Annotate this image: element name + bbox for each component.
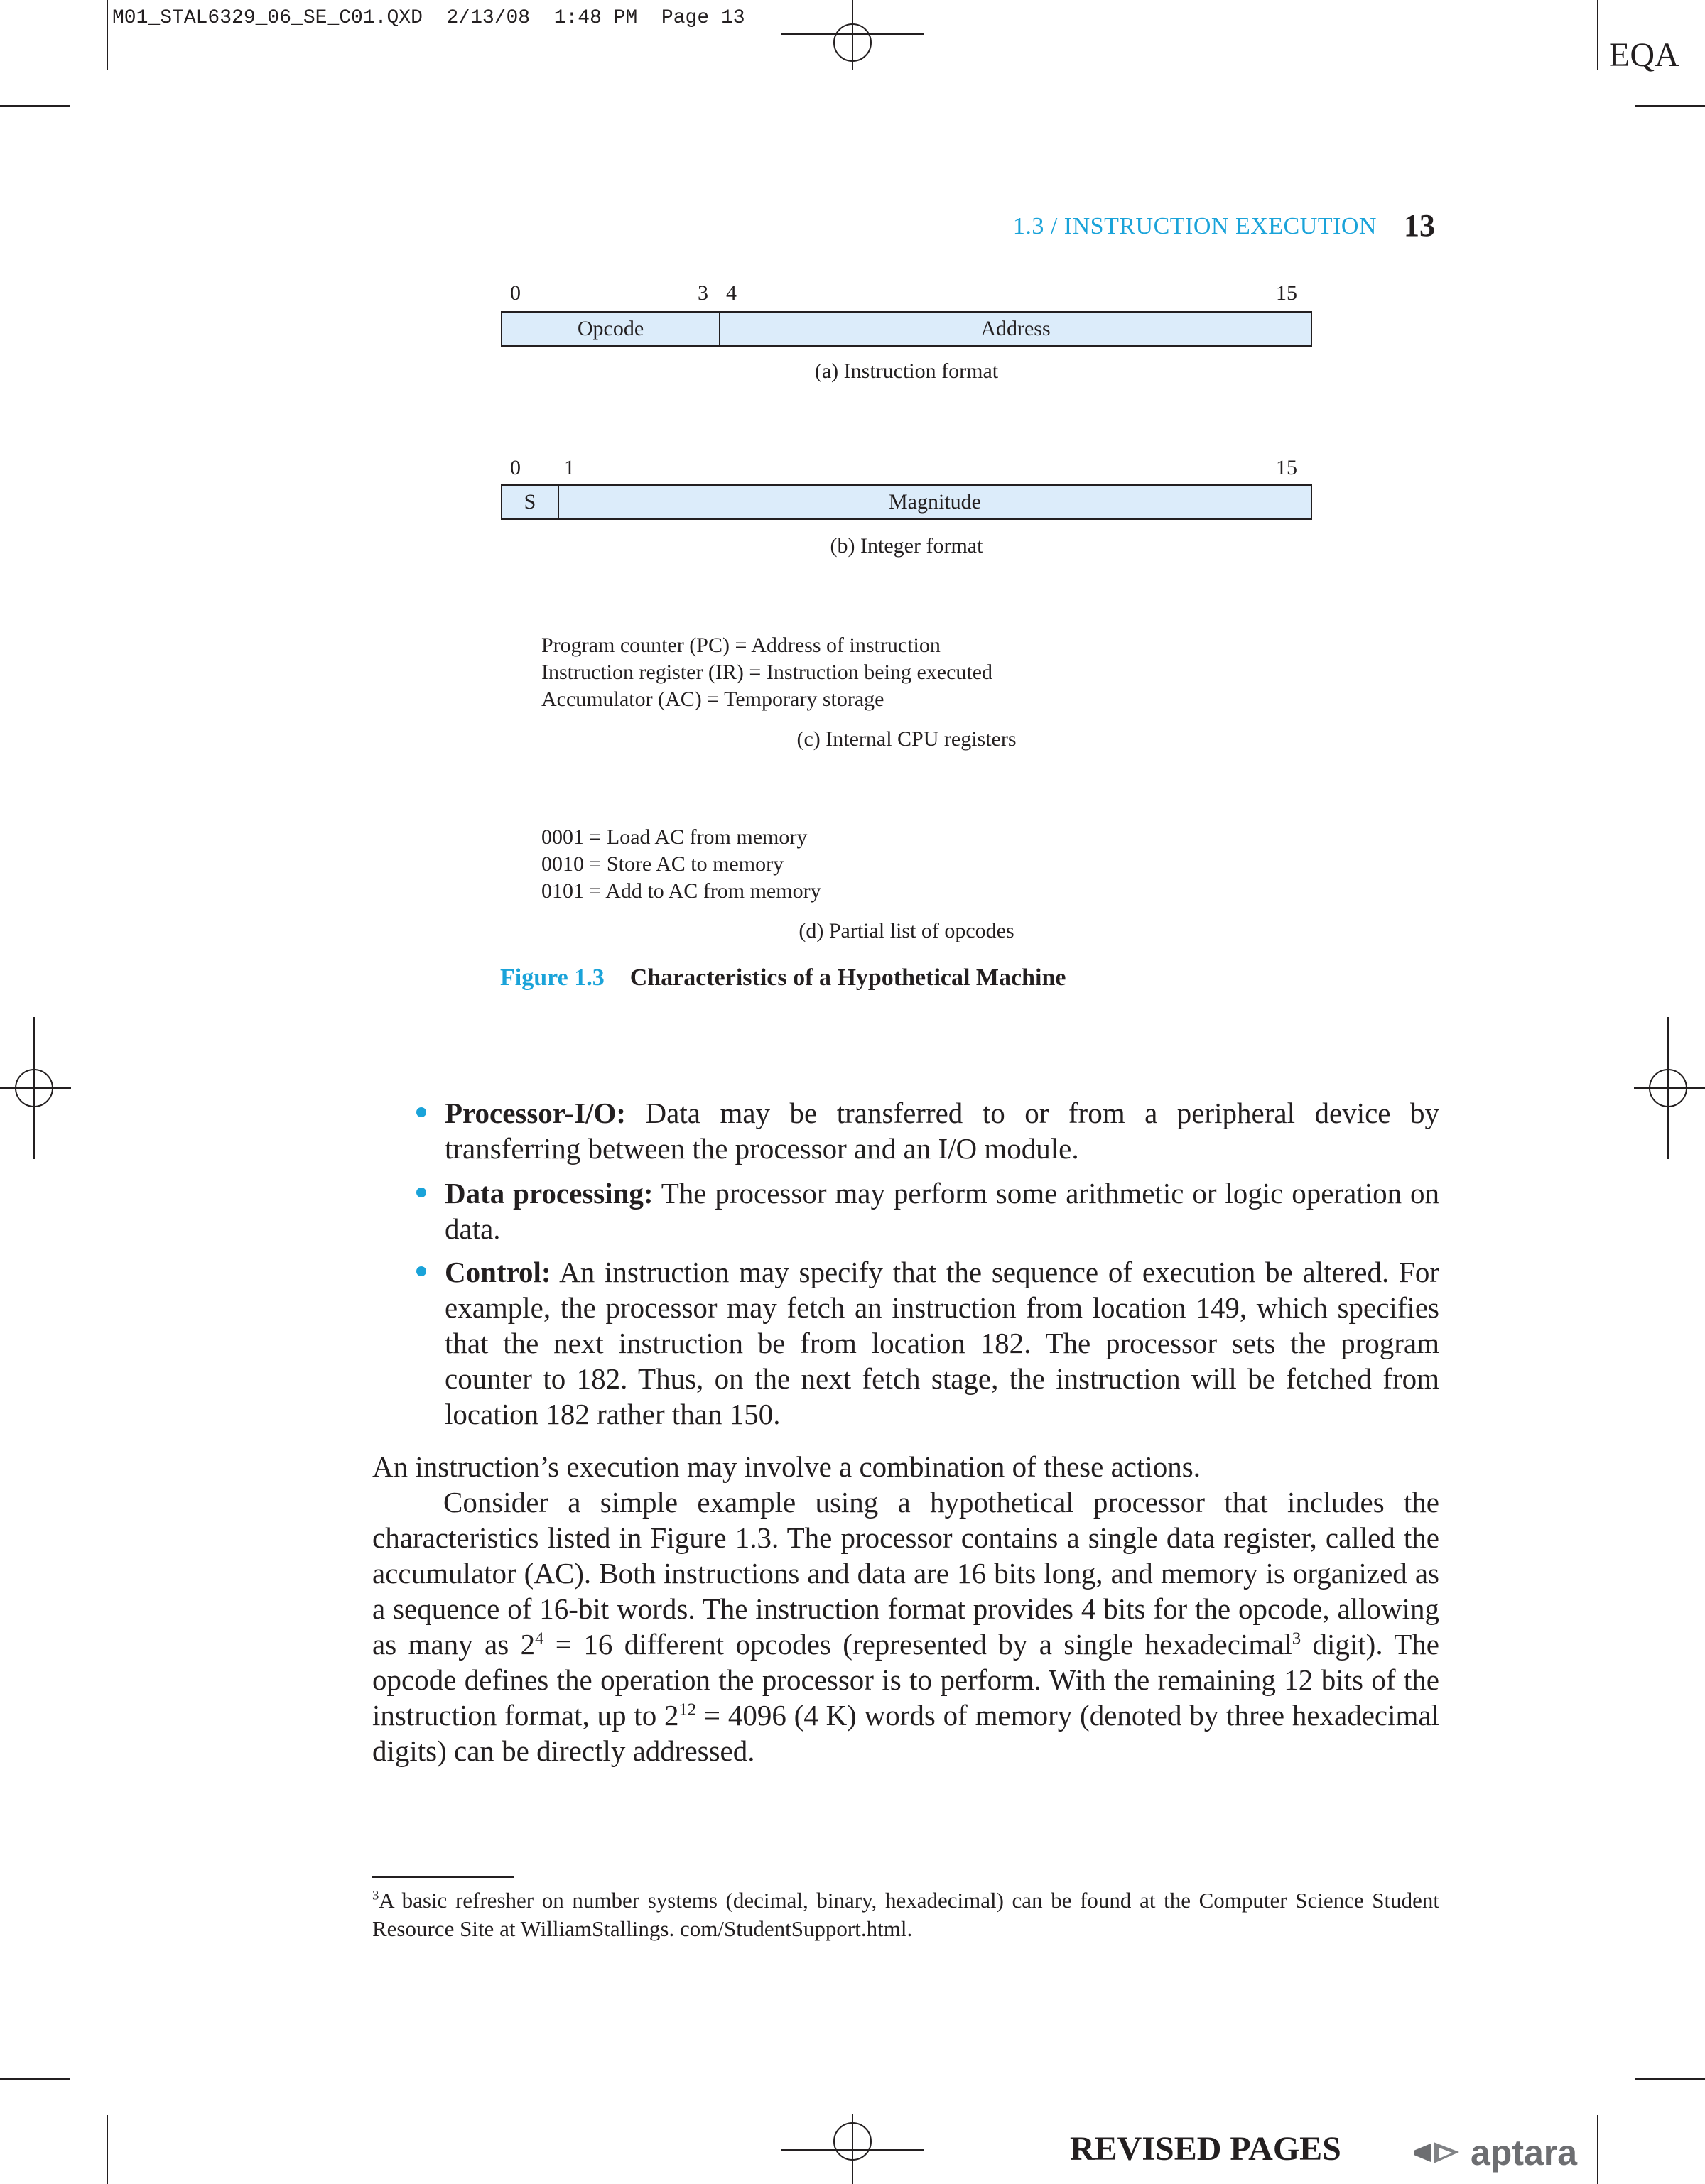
paragraph-text: = 16 different opcodes (represented by a single hexadecimal xyxy=(543,1628,1292,1661)
crop-mark xyxy=(0,105,70,107)
superscript: 4 xyxy=(535,1629,544,1648)
instruction-format-box xyxy=(501,311,1312,347)
bullet-term: Control: xyxy=(445,1256,551,1288)
crop-mark xyxy=(1635,2078,1705,2080)
bullet-term: Data processing: xyxy=(445,1177,654,1210)
running-head: 1.3 / INSTRUCTION EXECUTION xyxy=(1012,213,1377,239)
bit-label: 0 xyxy=(510,456,521,479)
registration-mark-top xyxy=(781,0,924,71)
crop-mark xyxy=(107,0,108,70)
crop-mark xyxy=(107,2115,108,2184)
bit-label: 3 xyxy=(698,281,708,305)
opcode-field: Opcode xyxy=(502,313,720,345)
page-number: 13 xyxy=(1404,208,1435,243)
caption-c: (c) Internal CPU registers xyxy=(796,727,1017,751)
file-slug: M01_STAL6329_06_SE_C01.QXD 2/13/08 1:48 PM Page 13 xyxy=(112,7,745,29)
bullet-text: An instruction may specify that the sequence of execution be altered. For example, the processor may fetch an instruction from location 149, which specifies that the next instruction be from location 182. The processor sets the program counter to 182. Thus, on the next fetch stage, the instruction will be fetched from location 182 rather than 150. xyxy=(445,1256,1439,1430)
bit-label: 1 xyxy=(564,456,575,479)
bullet-item xyxy=(445,1175,1439,1246)
paragraph xyxy=(372,1484,1439,1769)
footnote-text: A basic refresher on number systems (decimal, binary, hexadecimal) can be found at the Computer Science Student Resource Site at WilliamStallings. com/StudentSupport.html. xyxy=(372,1888,1439,1941)
footnote xyxy=(372,1886,1439,1943)
registration-mark-bottom xyxy=(781,2113,924,2184)
figure-title xyxy=(500,965,1066,992)
crop-mark xyxy=(1635,105,1705,107)
bullet-dot xyxy=(416,1266,426,1276)
address-field: Address xyxy=(980,317,1051,340)
bit-label: 15 xyxy=(1276,456,1297,479)
paragraph: An instruction’s execution may involve a combination of these actions. xyxy=(372,1450,1201,1483)
footnote-rule xyxy=(372,1876,514,1878)
paragraph-text: = 4096 (4 K) words of memory (denoted by three hexadecimal digits) can be directly addressed. xyxy=(372,1699,1439,1767)
opcode-line: 0001 = Load AC from memory xyxy=(541,825,808,849)
register-line: Accumulator (AC) = Temporary storage xyxy=(541,688,884,711)
caption-d: (d) Partial list of opcodes xyxy=(799,919,1014,942)
aptara-logo-icon xyxy=(1409,2135,1466,2171)
superscript: 12 xyxy=(678,1700,697,1720)
bit-label: 0 xyxy=(510,281,521,305)
bullet-item xyxy=(445,1095,1439,1166)
corner-tag: EQA xyxy=(1609,36,1679,74)
caption-a: (a) Instruction format xyxy=(814,359,999,383)
revised-pages-label: REVISED PAGES xyxy=(1070,2130,1341,2168)
figure-title-text: Characteristics of a Hypothetical Machine xyxy=(629,965,1066,991)
caption-b: (b) Integer format xyxy=(830,534,983,558)
bullet-text: The processor may perform some arithmetic or logic operation on data. xyxy=(445,1177,1439,1245)
registration-mark-left xyxy=(0,1017,71,1159)
magnitude-field: Magnitude xyxy=(889,490,981,514)
register-line: Instruction register (IR) = Instruction being executed xyxy=(541,661,993,684)
integer-format-box xyxy=(501,484,1312,520)
crop-mark xyxy=(1597,0,1598,70)
registration-mark-right xyxy=(1634,1017,1705,1159)
figure-label: Figure 1.3 xyxy=(500,965,605,991)
sign-field: S xyxy=(502,486,559,518)
footnote-mark: 3 xyxy=(372,1888,379,1903)
opcode-line: 0010 = Store AC to memory xyxy=(541,852,784,876)
bullet-dot xyxy=(416,1107,426,1117)
bullet-term: Processor-I/O: xyxy=(445,1097,627,1129)
footnote-ref: 3 xyxy=(1292,1629,1301,1648)
aptara-logo xyxy=(1409,2132,1577,2173)
crop-mark xyxy=(1597,2115,1598,2184)
paragraph-text: Consider a simple example using a hypothetical processor that includes the characteristics listed in Figure 1.3. The processor contains a single data register, called the accumulator (AC). Both instructions and data are 16 bits long, and memory is organized as a sequence of 16-bit words. The instruction format provides 4 bits for the opcode, allowing as many as 2 xyxy=(372,1486,1439,1661)
register-line: Program counter (PC) = Address of instruction xyxy=(541,634,941,657)
bit-label: 4 xyxy=(726,281,737,305)
bullet-item xyxy=(445,1254,1439,1432)
crop-mark xyxy=(0,2078,70,2080)
bullet-dot xyxy=(416,1188,426,1197)
bit-label: 15 xyxy=(1276,281,1297,305)
paragraph-text: digit). The opcode defines the operation the processor is to perform. With the remaining 12 bits of the instruction format, up to 2 xyxy=(372,1628,1439,1732)
bullet-text: Data may be transferred to or from a peripheral device by transferring between the processor and an I/O module. xyxy=(445,1097,1439,1165)
opcode-line: 0101 = Add to AC from memory xyxy=(541,879,821,903)
aptara-wordmark: aptara xyxy=(1471,2133,1578,2173)
